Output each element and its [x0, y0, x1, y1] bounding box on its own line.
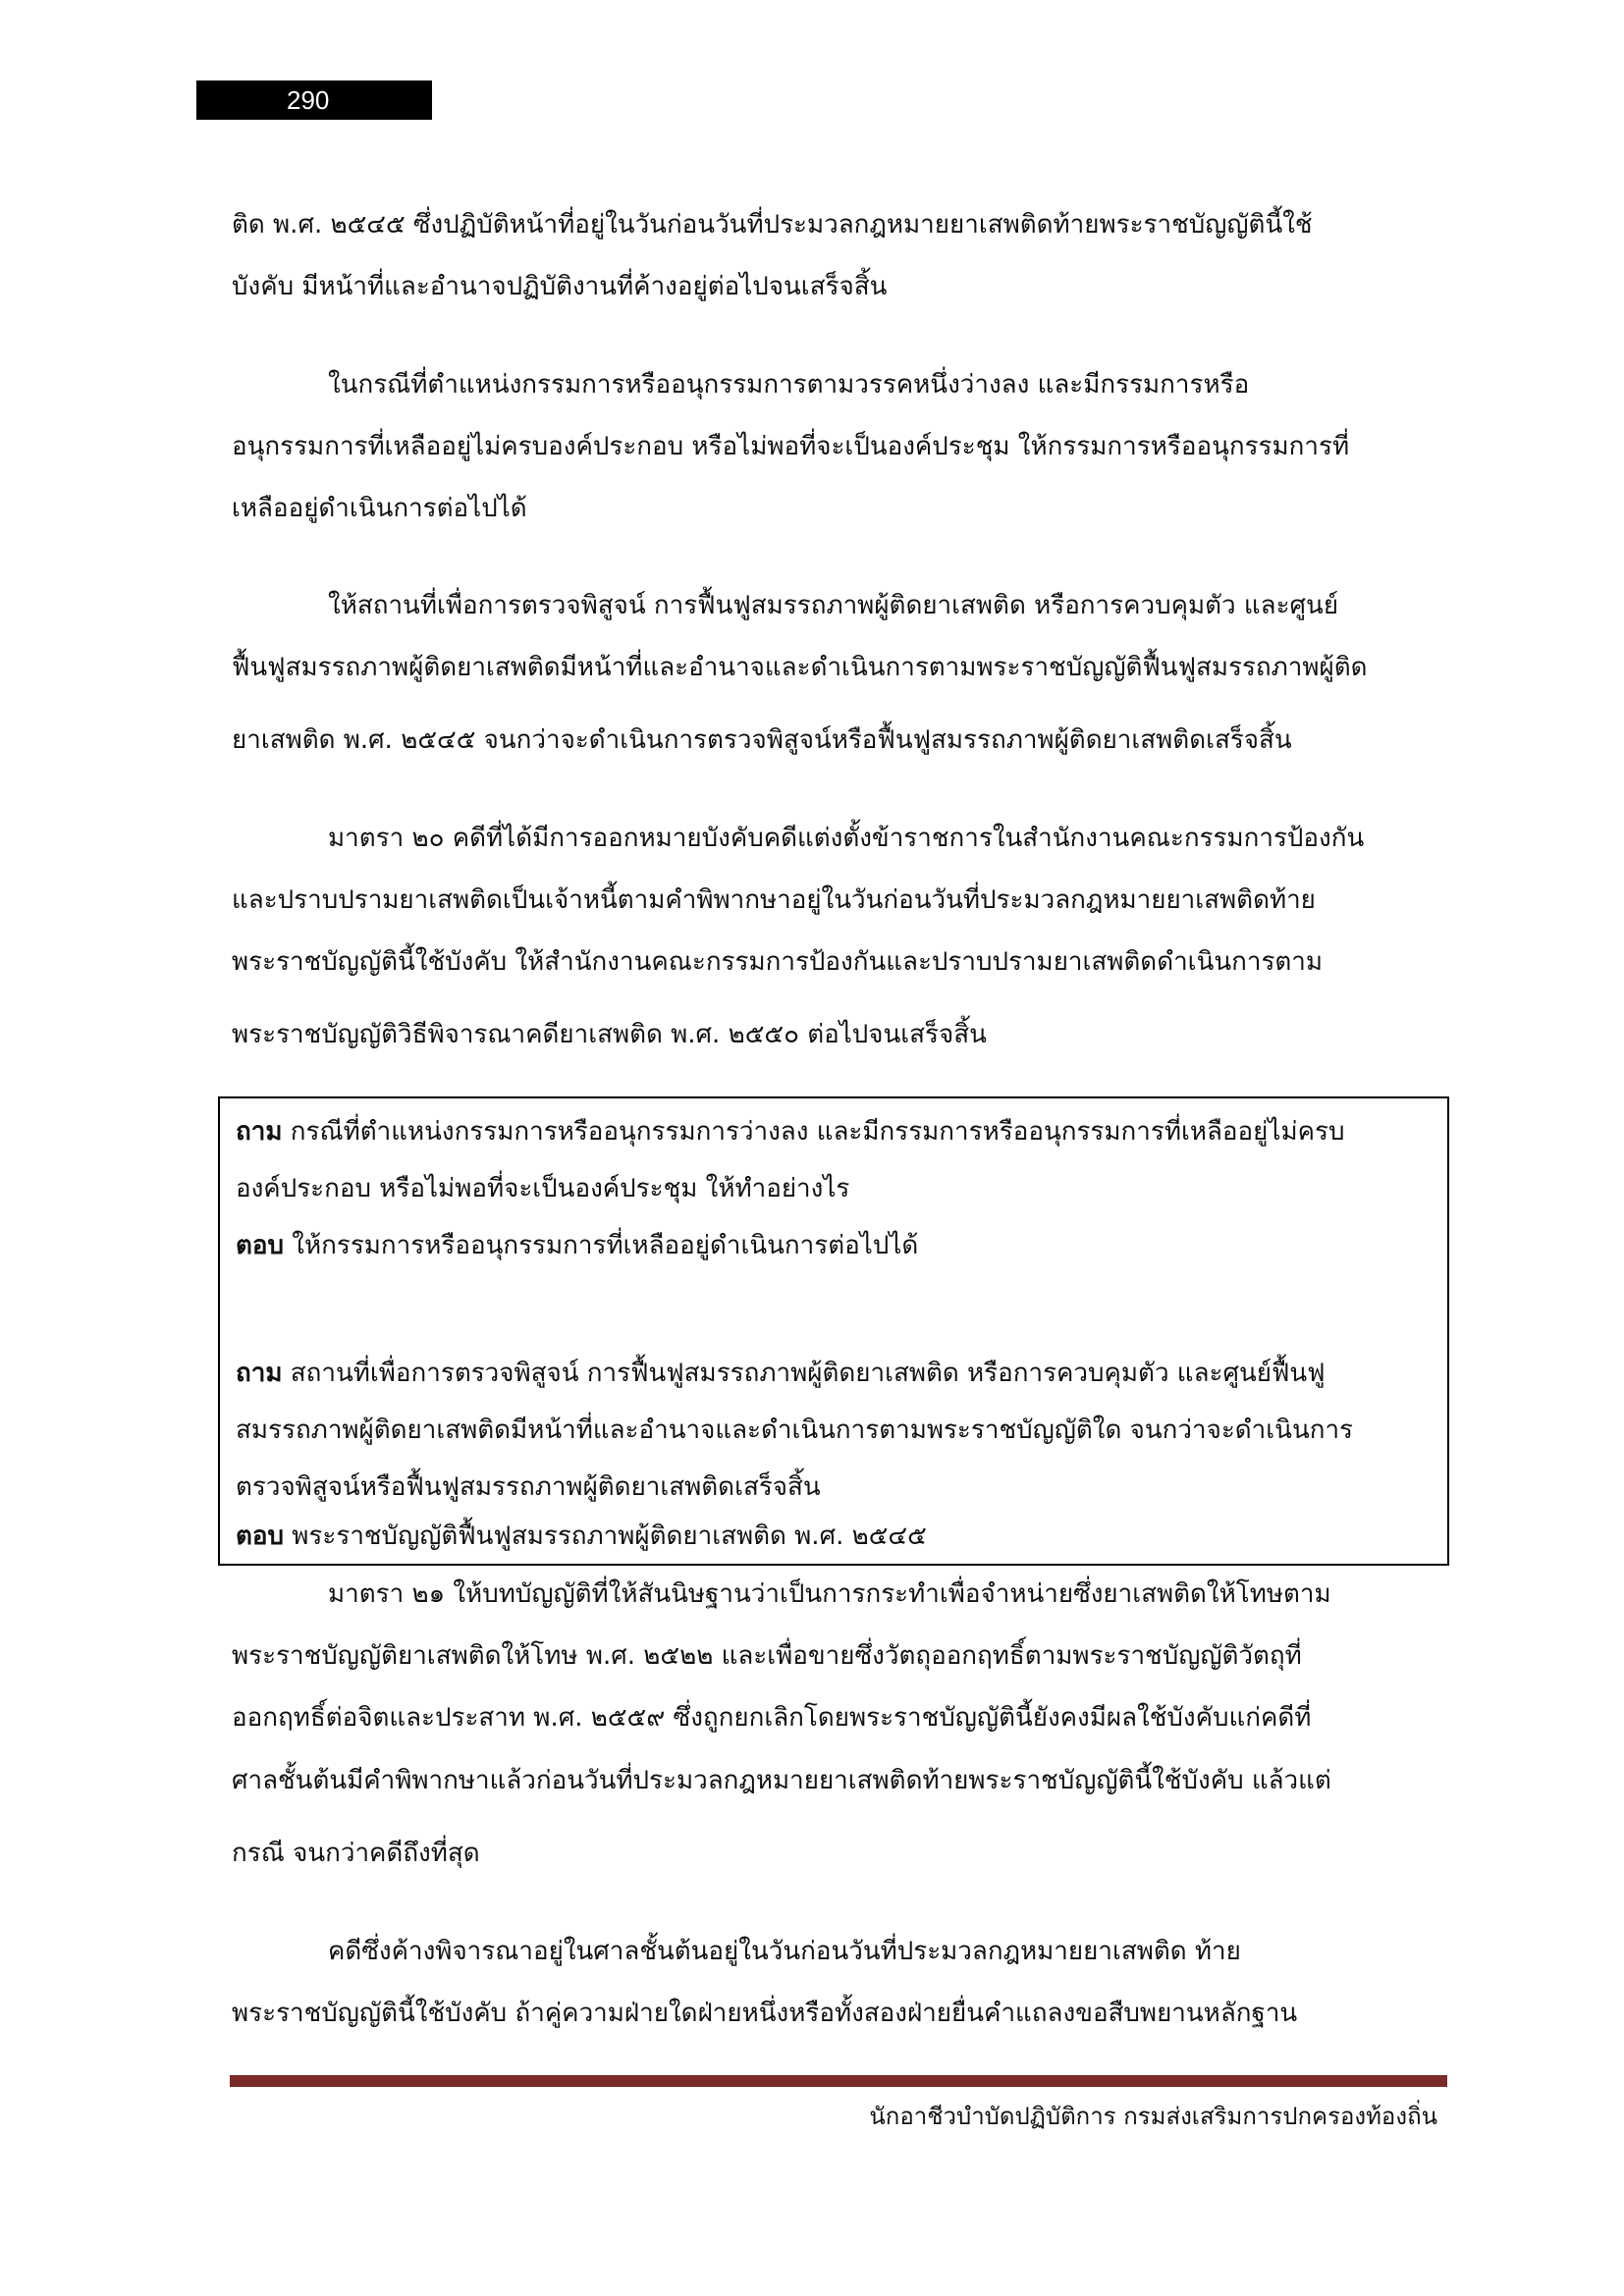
paragraph-4-line-2: และปราบปรามยาเสพติดเป็นเจ้าหนี้ตามคำพิพากษาอยู่ในวันก่อนวันที่ประมวลกฎหมายยาเสพติดท้าย	[232, 885, 1316, 915]
question-1-line-2: องค์ประกอบ หรือไม่พอที่จะเป็นองค์ประชุม ให้ทำอย่างไร	[236, 1174, 850, 1203]
answer-label: ตอบ	[236, 1231, 285, 1260]
question-2-line-2: สมรรถภาพผู้ติดยาเสพติดมีหน้าที่และอำนาจและดำเนินการตามพระราชบัญญัติใด จนกว่าจะดำเนินการ	[236, 1415, 1354, 1445]
qa-box	[218, 1096, 1449, 1566]
question-1-line-1: ถาม กรณีที่ตำแหน่งกรรมการหรืออนุกรรมการว่างลง และมีกรรมการหรืออนุกรรมการที่เหลืออยู่ไม่ครบ	[236, 1117, 1345, 1147]
paragraph-6-line-1: คดีซึ่งค้างพิจารณาอยู่ในศาลชั้นต้นอยู่ในวันก่อนวันที่ประมวลกฎหมายยาเสพติด ท้าย	[328, 1937, 1241, 1966]
answer-1: ตอบ ให้กรรมการหรืออนุกรรมการที่เหลืออยู่ดำเนินการต่อไปได้	[236, 1231, 919, 1260]
answer-label: ตอบ	[236, 1522, 285, 1551]
paragraph-5-line-5: กรณี จนกว่าคดีถึงที่สุด	[232, 1839, 480, 1868]
paragraph-2-line-3: เหลืออยู่ดำเนินการต่อไปได้	[232, 494, 527, 523]
page-number: 290	[196, 80, 432, 120]
paragraph-4-line-4: พระราชบัญญัติวิธีพิจารณาคดียาเสพติด พ.ศ. ๒๕๕๐ ต่อไปจนเสร็จสิ้น	[232, 1020, 987, 1049]
paragraph-3-line-3: ยาเสพติด พ.ศ. ๒๕๔๕ จนกว่าจะดำเนินการตรวจพิสูจน์หรือฟื้นฟูสมรรถภาพผู้ติดยาเสพติดเสร็จสิ้น	[232, 725, 1292, 755]
paragraph-4-line-3: พระราชบัญญัตินี้ใช้บังคับ ให้สำนักงานคณะกรรมการป้องกันและปราบปรามยาเสพติดดำเนินการตาม	[232, 947, 1324, 977]
footer-divider	[230, 2075, 1447, 2087]
paragraph-4-line-1: มาตรา ๒๐ คดีที่ได้มีการออกหมายบังคับคดีแต่งตั้งข้าราชการในสำนักงานคณะกรรมการป้องกัน	[328, 824, 1365, 853]
question-2-line-1: ถาม สถานที่เพื่อการตรวจพิสูจน์ การฟื้นฟูสมรรถภาพผู้ติดยาเสพติด หรือการควบคุมตัว และศูนย์ฟื้นฟู	[236, 1359, 1326, 1388]
paragraph-5-line-2: พระราชบัญญัติยาเสพติดให้โทษ พ.ศ. ๒๕๒๒ และเพื่อขายซึ่งวัตถุออกฤทธิ์ตามพระราชบัญญัติวัตถุที่	[232, 1641, 1302, 1671]
paragraph-2-line-2: อนุกรรมการที่เหลืออยู่ไม่ครบองค์ประกอบ หรือไม่พอที่จะเป็นองค์ประชุม ให้กรรมการหรืออนุกรรมการที่	[232, 432, 1350, 461]
paragraph-1-line-1: ติด พ.ศ. ๒๕๔๕ ซึ่งปฏิบัติหน้าที่อยู่ในวันก่อนวันที่ประมวลกฎหมายยาเสพติดท้ายพระราชบัญญัตินี้ใช้	[232, 210, 1313, 240]
footer-text: นักอาชีวบำบัดปฏิบัติการ กรมส่งเสริมการปกครองท้องถิ่น	[869, 2103, 1437, 2130]
paragraph-3-line-2: ฟื้นฟูสมรรถภาพผู้ติดยาเสพติดมีหน้าที่และอำนาจและดำเนินการตามพระราชบัญญัติฟื้นฟูสมรรถภาพผู้ติด	[232, 653, 1368, 682]
paragraph-1-line-2: บังคับ มีหน้าที่และอำนาจปฏิบัติงานที่ค้างอยู่ต่อไปจนเสร็จสิ้น	[232, 272, 888, 301]
paragraph-3-line-1: ให้สถานที่เพื่อการตรวจพิสูจน์ การฟื้นฟูสมรรถภาพผู้ติดยาเสพติด หรือการควบคุมตัว และศูนย์	[328, 591, 1339, 620]
question-label: ถาม	[236, 1359, 283, 1388]
answer-2: ตอบ พระราชบัญญัติฟื้นฟูสมรรถภาพผู้ติดยาเสพติด พ.ศ. ๒๕๔๕	[236, 1522, 927, 1551]
question-label: ถาม	[236, 1117, 283, 1147]
paragraph-2-line-1: ในกรณีที่ตำแหน่งกรรมการหรืออนุกรรมการตามวรรคหนึ่งว่างลง และมีกรรมการหรือ	[328, 370, 1250, 400]
question-2-line-3: ตรวจพิสูจน์หรือฟื้นฟูสมรรถภาพผู้ติดยาเสพติดเสร็จสิ้น	[236, 1472, 821, 1502]
paragraph-6-line-2: พระราชบัญญัตินี้ใช้บังคับ ถ้าคู่ความฝ่ายใดฝ่ายหนึ่งหรือทั้งสองฝ่ายยื่นคำแถลงขอสืบพยานหลักฐาน	[232, 1999, 1298, 2028]
paragraph-5-line-4: ศาลชั้นต้นมีคำพิพากษาแล้วก่อนวันที่ประมวลกฎหมายยาเสพติดท้ายพระราชบัญญัตินี้ใช้บังคับ แล้วแต่	[232, 1766, 1331, 1795]
paragraph-5-line-3: ออกฤทธิ์ต่อจิตและประสาท พ.ศ. ๒๕๕๙ ซึ่งถูกยกเลิกโดยพระราชบัญญัตินี้ยังคงมีผลใช้บังคับแก่คดีที่	[232, 1703, 1312, 1733]
paragraph-5-line-1: มาตรา ๒๑ ให้บทบัญญัติที่ให้สันนิษฐานว่าเป็นการกระทำเพื่อจำหน่ายซึ่งยาเสพติดให้โทษตาม	[328, 1579, 1331, 1609]
